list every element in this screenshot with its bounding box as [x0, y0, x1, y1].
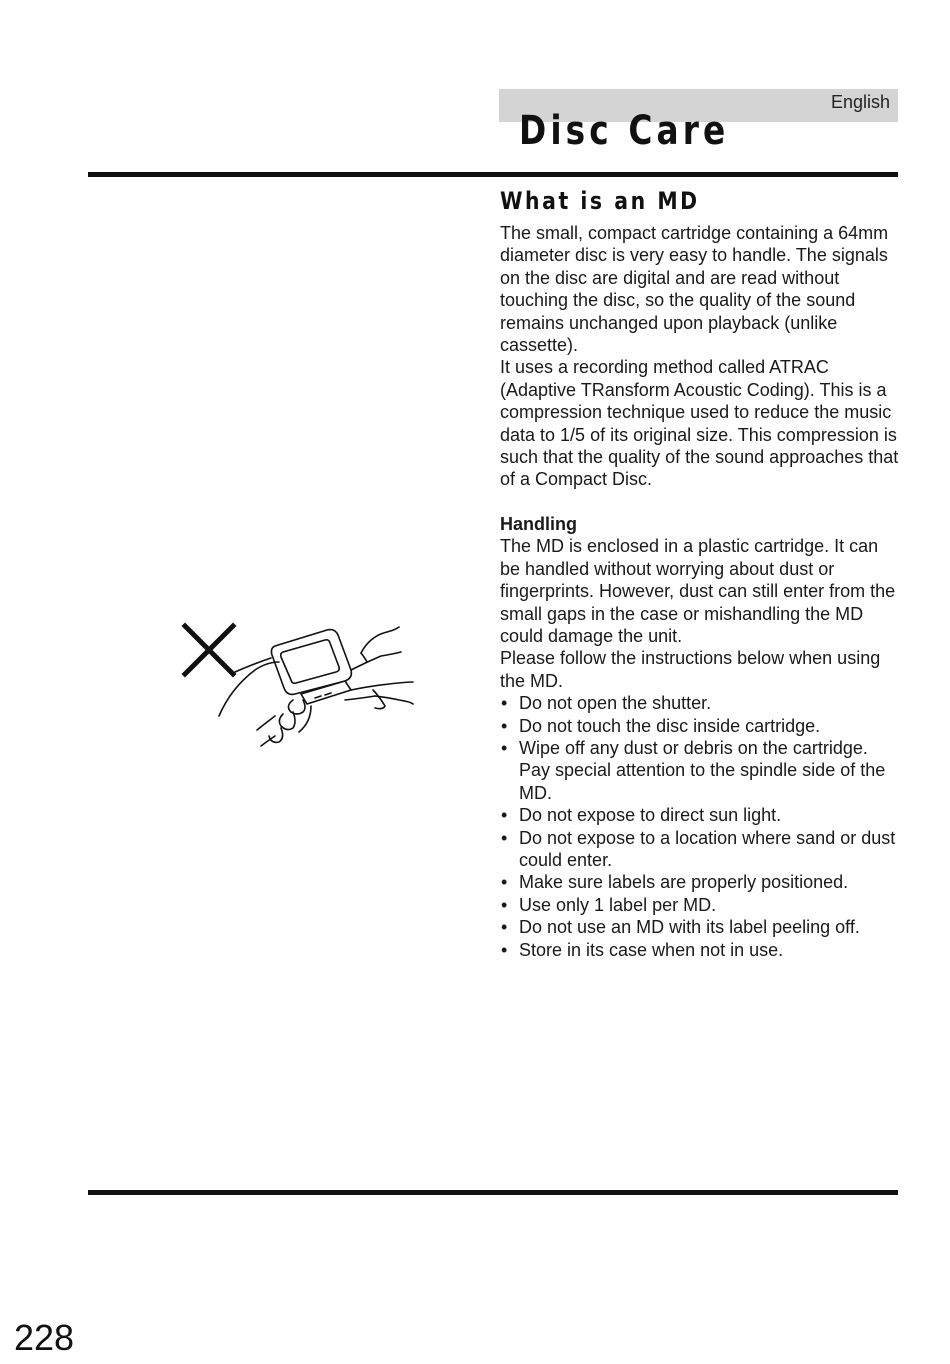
md-handling-illustration — [175, 612, 425, 747]
page-title: Disc Care — [519, 108, 730, 154]
section-heading: What is an MD — [500, 187, 700, 215]
intro-paragraph: The small, compact cartridge containing a 64mm diameter disc is very easy to handle. The signals on the disc are digital and are read without touching the disc, so the quality of the sound remains unchanged upon playback (unlike cassette). — [500, 223, 889, 356]
intro-paragraph: It uses a recording method called ATRAC (Adaptive TRansform Acoustic Coding). This is a compression technique used to reduce the music data to 1/5 of its original size. This compression is such that the quality of the sound approaches that of a Compact Disc. — [500, 357, 899, 490]
main-content — [500, 184, 900, 961]
cross-mark-icon — [185, 626, 233, 674]
list-item: • Store in its case when not in use. — [500, 939, 900, 961]
list-item: • Do not expose to a location where sand or dust could enter. — [500, 827, 900, 872]
list-item: • Do not open the shutter. — [500, 692, 900, 714]
handling-bullet-list — [500, 692, 900, 961]
language-label: English — [830, 92, 890, 112]
handling-paragraph: Please follow the instructions below when using the MD. — [500, 648, 881, 691]
list-item: • Use only 1 label per MD. — [500, 894, 900, 916]
hand-with-md-icon — [219, 627, 413, 746]
bottom-rule — [88, 1190, 898, 1195]
list-item: • Do not touch the disc inside cartridge. — [500, 715, 900, 737]
top-rule — [88, 172, 898, 177]
page-number: 228 — [14, 1317, 75, 1358]
handling-subheading: Handling — [500, 513, 577, 534]
list-item: • Do not use an MD with its label peeling off. — [500, 916, 900, 938]
list-item: • Do not expose to direct sun light. — [500, 804, 900, 826]
list-item: • Make sure labels are properly positioned. — [500, 871, 900, 893]
list-item: • Wipe off any dust or debris on the cartridge. Pay special attention to the spindle side of the MD. — [500, 737, 900, 804]
handling-paragraph: The MD is enclosed in a plastic cartridge. It can be handled without worrying about dust or fingerprints. However, dust can still enter from the small gaps in the case or mishandling the MD could damage the unit. — [500, 536, 896, 646]
